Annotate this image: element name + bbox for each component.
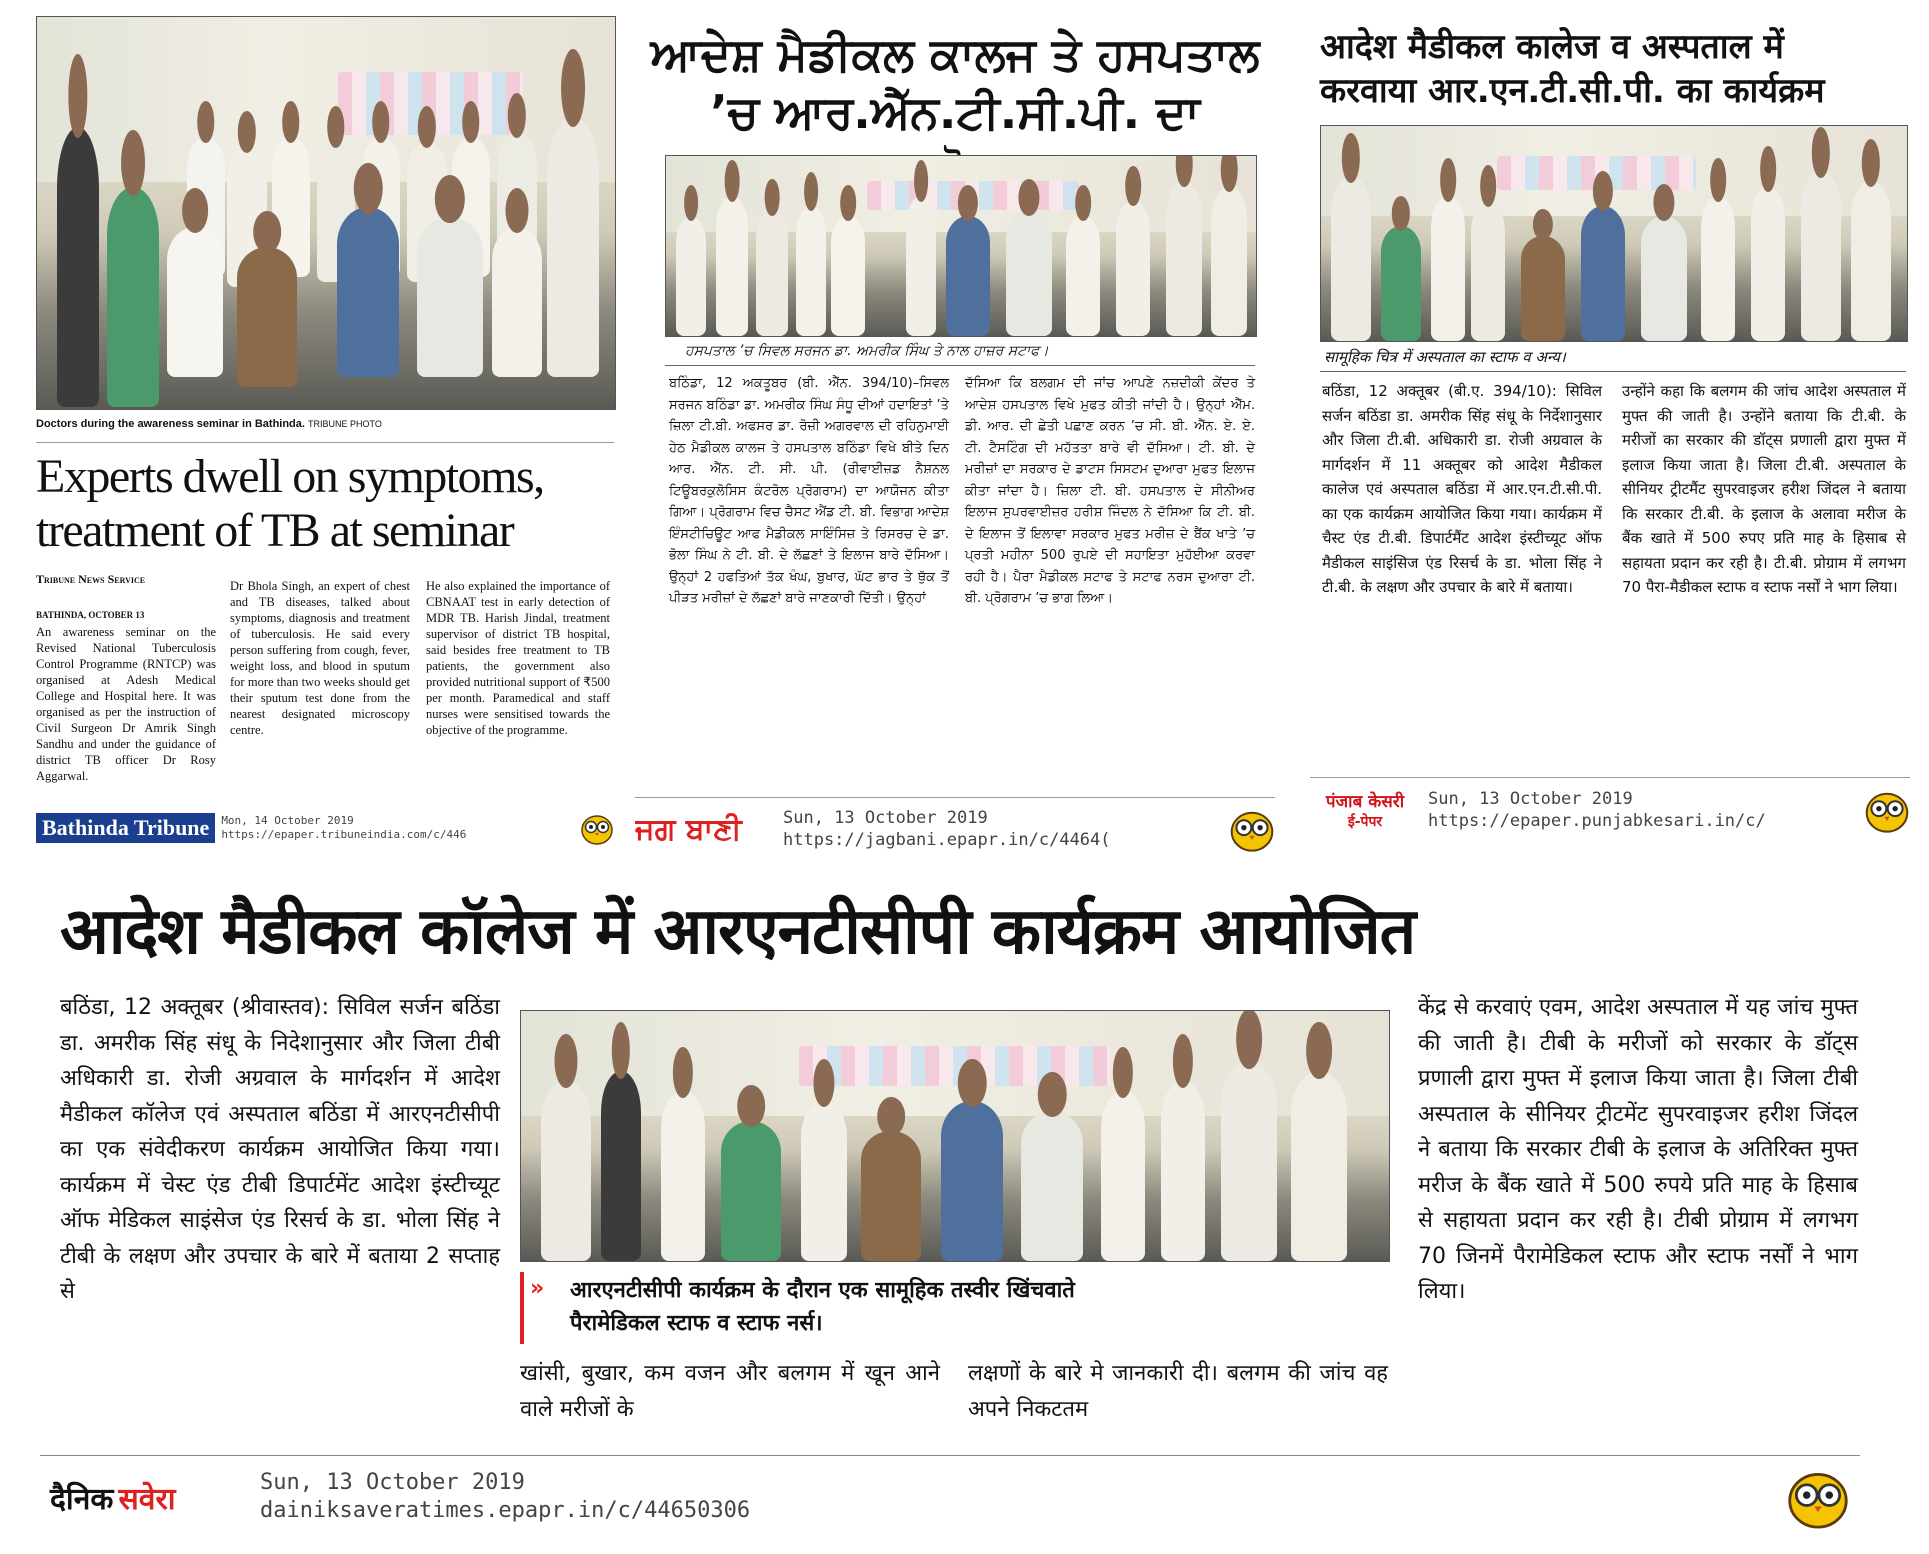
savera-date: Sun, 13 October 2019: [260, 1470, 525, 1495]
tribune-date-block: [221, 814, 580, 842]
punjabkesari-headline-line-2: करवाया आर.एन.टी.सी.पी. का कार्यक्रम: [1320, 71, 1825, 111]
punjabkesari-url: https://epaper.punjabkesari.in/c/: [1428, 811, 1766, 831]
double-chevron-icon: »: [530, 1276, 545, 1301]
punjabkesari-column-1: बठिंडा, 12 अक्तूबर (बी.ए. 394/10): सिविल सर्जन बठिंडा डा. अमरीक सिंह संधू के निर्देशानुसार और जिला टी.बी. अधिकारी डा. रोजी अग्रवाल के मार्गदर्शन में 11 अक्तूबर को आदेश मैडीकल कालेज एवं अस्पताल बठिंडा में आर.एन.टी.सी.पी. का एक कार्यक्रम आयोजित किया गया। कार्यक्रम में चैस्ट एंड टी.बी. डिपार्टमैंट आदेश इंस्टीच्यूट ऑफ मैडीकल साइंसिज एंड रिसर्च के डा. भोला सिंह ने टी.बी. के लक्षण और उपचार के बारे में बताया।: [1322, 382, 1602, 596]
savera-headline: आदेश मैडीकल कॉलेज में आरएनटीसीपी कार्यक्रम आयोजित: [60, 895, 1416, 969]
savera-caption-line-1: आरएनटीसीपी कार्यक्रम के दौरान एक सामूहिक तस्वीर खिंचवाते: [570, 1278, 1075, 1303]
jagbani-date: Sun, 13 October 2019: [783, 808, 988, 828]
tribune-masthead: Bathinda Tribune: [36, 813, 215, 843]
tribune-clipping: [30, 10, 620, 850]
punjabkesari-footer: [1310, 785, 1910, 835]
jagbani-date-block: [783, 807, 1229, 851]
owl-icon: [1864, 787, 1910, 833]
jagbani-url: https://jagbani.epapr.in/c/4464(: [783, 830, 1111, 850]
jagbani-photo-caption: ਹਸਪਤਾਲ ’ਚ ਸਿਵਲ ਸਰਜਨ ਡਾ. ਅਮਰੀਕ ਸਿੰਘ ਤੇ ਨਾਲ ਹਾਜ਼ਰ ਸਟਾਫ।: [685, 343, 1049, 359]
jagbani-headline-line-1: ਆਦੇਸ਼ ਮੈਡੀਕਲ ਕਾਲਜ ਤੇ ਹਸਪਤਾਲ: [650, 27, 1260, 81]
owl-icon: [580, 811, 614, 845]
punjabkesari-photo-caption: सामूहिक चित्र में अस्पताल का स्टाफ व अन्य।: [1324, 348, 1566, 366]
savera-column-3: केंद्र से करवाएं एवम, आदेश अस्पताल में यह जांच मुफ्त की जाती है। टीबी के मरीजों को सरकार के डॉट्स प्रणाली द्वारा मुफ्त में इलाज किया जाता है। जिला टीबी अस्पताल के सीनियर ट्रीटमेंट सुपरवाइजर हरीश जिंदल ने बताया कि सरकार टीबी के इलाज के अतिरिक्त मुफ्त मरीज के बैंक खाते में 500 रुपये प्रति माह के हिसाब से सहायता प्रदान कर रही है। टीबी प्रोग्राम में लगभग 70 जिनमें पैरामेडिकल स्टाफ और स्टाफ नर्सों ने भाग लिया।: [1418, 995, 1858, 1304]
tribune-column-3: He also explained the importance of CBNAAT test in early detection of MDR TB. Harish Jindal, treatment supervisor of district TB hospital, said besides free treatment to TB patients, the government also provided nutritional support of ₹500 per month. Paramedical and staff nurses were sensitised towards the objective of the programme.: [426, 579, 610, 737]
tribune-photo-caption: [36, 418, 614, 430]
tribune-column-1: An awareness seminar on the Revised National Tuberculosis Control Programme (RNTCP) was organised at Adesh Medical College and Hospital here. It was organised as per the instruction of Civil Surgeon Dr Amrik Singh Sandhu and under the guidance of district TB officer Dr Rosy Aggarwal.: [36, 625, 216, 783]
punjabkesari-date: Sun, 13 October 2019: [1428, 789, 1633, 809]
savera-below-photo-col-1: खांसी, बुखार, कम वजन और बलगम में खून आने वाले मरीजों के: [520, 1361, 940, 1422]
punjabkesari-column-2: उन्होंने कहा कि बलगम की जांच आदेश अस्पताल में मुफ्त की जाती है। उन्होंने बताया कि टी.बी. के मरीजों का सरकार की डॉट्स प्रणाली द्वारा मुफ्त में इलाज किया जाता है। जिला टी.बी. अस्पताल के सीनियर ट्रीटमैंट सुपरवाइजर हरीश जिंदल ने बताया कि सरकार टी.बी. के इलाज के अलावा मरीज के बैंक खाते में 500 रुपए प्रति माह के हिसाब से सहायता प्रदान कर रही है। टी.बी. प्रोग्राम में लगभग 70 पैरा-मैडीकल स्टाफ व स्टाफ नर्सों ने भाग लिया।: [1622, 382, 1906, 596]
savera-clipping: [40, 880, 1900, 1540]
savera-column-1: बठिंडा, 12 अक्तूबर (श्रीवास्तव): सिविल सर्जन बठिंडा डा. अमरीक सिंह संधू के निदेशानुसार और जिला टीबी अधिकारी डा. रोजी अग्रवाल के मार्गदर्शन में आदेश मैडीकल कॉलेज एवं अस्पताल बठिंडा में आरएनटीसीपी का एक संवेदीकरण कार्यक्रम आयोजित किया गया। कार्यक्रम में चेस्ट एंड टीबी डिपार्टमेंट आदेश इंस्टीच्यूट ऑफ मेडिकल साइंसेज एंड रिसर्च के डा. भोला सिंह ने टीबी के लक्षण और उपचार के बारे में बताया 2 सप्ताह से: [60, 995, 500, 1304]
tribune-headline: Experts dwell on symptoms, treatment of TB at seminar: [36, 450, 544, 557]
jagbani-clipping: [635, 5, 1275, 855]
punjabkesari-masthead: [1310, 789, 1420, 831]
tribune-byline: Tribune News Service: [36, 572, 146, 586]
savera-date-block: [260, 1469, 1786, 1525]
savera-caption-box: [520, 1272, 1388, 1344]
savera-below-photo-col-2: लक्षणों के बारे मे जानकारी दी। बलगम की जांच वह अपने निकटतम: [968, 1361, 1388, 1422]
jagbani-headline-line-2: ’ਚ ਆਰ.ਐੱਨ.ਟੀ.ਸੀ.ਪੀ. ਦਾ: [710, 85, 1200, 139]
savera-footer: [50, 1462, 1880, 1532]
punjabkesari-clipping: [1300, 5, 1920, 855]
tribune-url: https://epaper.tribuneindia.com/c/446: [221, 828, 467, 841]
tribune-column-2: Dr Bhola Singh, an expert of chest and TB diseases, talked about symptoms, diagnosis and treatment of tuberculosis. He said every person suffering from cough, fever, weight loss, and blood in sputum for more than two weeks should get their sputum test done from the nearest designated microscopy centre.: [230, 579, 410, 737]
tribune-footer: [36, 810, 614, 846]
tribune-dateline: BATHINDA, OCTOBER 13: [36, 610, 145, 620]
savera-photo: [520, 1010, 1390, 1262]
punjabkesari-headline-line-1: आदेश मैडीकल कालेज व अस्पताल में: [1320, 27, 1784, 67]
jagbani-masthead: ਜਗ ਬਾਣੀ: [635, 811, 742, 847]
savera-masthead-part-1: दैनिक: [50, 1481, 114, 1517]
savera-masthead-part-2: सवेरा: [118, 1481, 176, 1517]
savera-url: dainiksaveratimes.epapr.in/c/44650306: [260, 1498, 751, 1523]
owl-icon: [1786, 1465, 1850, 1529]
punjabkesari-headline: [1320, 25, 1910, 113]
punjabkesari-photo: [1320, 125, 1908, 342]
tribune-photo-credit: TRIBUNE PHOTO: [308, 419, 382, 429]
savera-masthead: [50, 1477, 250, 1518]
jagbani-photo: [665, 155, 1257, 337]
jagbani-footer: [635, 805, 1275, 853]
tribune-caption-text: Doctors during the awareness seminar in Bathinda.: [36, 418, 305, 430]
jagbani-column-1: ਬਠਿੰਡਾ, 12 ਅਕਤੂਬਰ (ਬੀ. ਐੱਨ. 394/10)–ਸਿਵਲ ਸਰਜਨ ਬਠਿੰਡਾ ਡਾ. ਅਮਰੀਕ ਸਿੰਘ ਸੰਧੂ ਦੀਆਂ ਹਦਾਇਤਾਂ ’ਤੇ ਜ਼ਿਲਾ ਟੀ.ਬੀ. ਅਫਸਰ ਡਾ. ਰੋਜ਼ੀ ਅਗਰਵਾਲ ਦੀ ਰਹਿਨੁਮਾਈ ਹੇਠ ਮੈਡੀਕਲ ਕਾਲਜ ਤੇ ਹਸਪਤਾਲ ਬਠਿੰਡਾ ਵਿਖੇ ਬੀਤੇ ਦਿਨ ਆਰ. ਐੱਨ. ਟੀ. ਸੀ. ਪੀ. (ਰੀਵਾਈਜ਼ਡ ਨੈਸ਼ਨਲ ਟਿਊਬਰਕੁਲੋਸਿਸ ਕੰਟਰੋਲ ਪ੍ਰੋਗਰਾਮ) ਦਾ ਆਯੋਜਨ ਕੀਤਾ ਗਿਆ। ਪ੍ਰੋਗਰਾਮ ਵਿਚ ਚੈਸਟ ਐਂਡ ਟੀ. ਬੀ. ਵਿਭਾਗ ਆਦੇਸ਼ ਇੰਸਟੀਚਿਊਟ ਆਫ ਮੈਡੀਕਲ ਸਾਇੰਸਿਜ਼ ਤੇ ਰਿਸਰਚ ਦੇ ਡਾ. ਭੋਲਾ ਸਿੰਘ ਨੇ ਟੀ. ਬੀ. ਦੇ ਲੱਛਣਾਂ ਤੇ ਇਲਾਜ ਬਾਰੇ ਦੱਸਿਆ। ਉਨ੍ਹਾਂ 2 ਹਫਤਿਆਂ ਤੱਕ ਖੰਘ, ਬੁਖਾਰ, ਘੱਟ ਭਾਰ ਤੇ ਥੁੱਕ ਤੋਂ ਪੀੜਤ ਮਰੀਜ਼ਾਂ ਦੇ ਲੱਛਣਾਂ ਬਾਰੇ ਜਾਣਕਾਰੀ ਦਿੱਤੀ। ਉਨ੍ਹਾਂ: [669, 376, 949, 606]
punjabkesari-date-block: [1428, 788, 1864, 832]
savera-caption-line-2: पैरामेडिकल स्टाफ व स्टाफ नर्स।: [570, 1311, 823, 1336]
tribune-date: Mon, 14 October 2019: [221, 814, 354, 827]
punjabkesari-masthead-name: पंजाब केसरी: [1325, 792, 1405, 812]
punjabkesari-masthead-epaper: ई-पेपर: [1347, 814, 1383, 830]
owl-icon: [1229, 806, 1275, 852]
tribune-photo: [36, 16, 616, 410]
jagbani-column-2: ਦੱਸਿਆ ਕਿ ਬਲਗਮ ਦੀ ਜਾਂਚ ਆਪਣੇ ਨਜ਼ਦੀਕੀ ਕੇਂਦਰ ਤੇ ਆਦੇਸ਼ ਹਸਪਤਾਲ ਵਿਖੇ ਮੁਫਤ ਕੀਤੀ ਜਾਂਦੀ ਹੈ। ਉਨ੍ਹਾਂ ਐੱਮ. ਡੀ. ਆਰ. ਦੀ ਛੇਤੀ ਪਛਾਣ ਕਰਨ ’ਚ ਸੀ. ਬੀ. ਐੱਨ. ਏ. ਏ. ਟੀ. ਟੈਸਟਿੰਗ ਦੀ ਮਹੱਤਤਾ ਬਾਰੇ ਵੀ ਦੱਸਿਆ। ਟੀ. ਬੀ. ਦੇ ਮਰੀਜ਼ਾਂ ਦਾ ਸਰਕਾਰ ਦੇ ਡਾਟਸ ਸਿਸਟਮ ਦੁਆਰਾ ਮੁਫਤ ਇਲਾਜ ਕੀਤਾ ਜਾਂਦਾ ਹੈ। ਜ਼ਿਲਾ ਟੀ. ਬੀ. ਹਸਪਤਾਲ ਦੇ ਸੀਨੀਅਰ ਇਲਾਜ ਸੁਪਰਵਾਈਜ਼ਰ ਹਰੀਸ਼ ਜਿੰਦਲ ਨੇ ਦੱਸਿਆ ਕਿ ਟੀ. ਬੀ. ਦੇ ਇਲਾਜ ਤੋਂ ਇਲਾਵਾ ਸਰਕਾਰ ਮੁਫਤ ਮਰੀਜ਼ ਦੇ ਬੈਂਕ ਖਾਤੇ ’ਚ ਪ੍ਰਤੀ ਮਹੀਨਾ 500 ਰੁਪਏ ਦੀ ਸਹਾਇਤਾ ਮੁਹੱਈਆ ਕਰਵਾ ਰਹੀ ਹੈ। ਪੈਰਾ ਮੈਡੀਕਲ ਸਟਾਫ ਤੇ ਸਟਾਫ ਨਰਸ ਦੁਆਰਾ ਟੀ. ਬੀ. ਪ੍ਰੋਗਰਾਮ ’ਚ ਭਾਗ ਲਿਆ।: [965, 376, 1255, 606]
